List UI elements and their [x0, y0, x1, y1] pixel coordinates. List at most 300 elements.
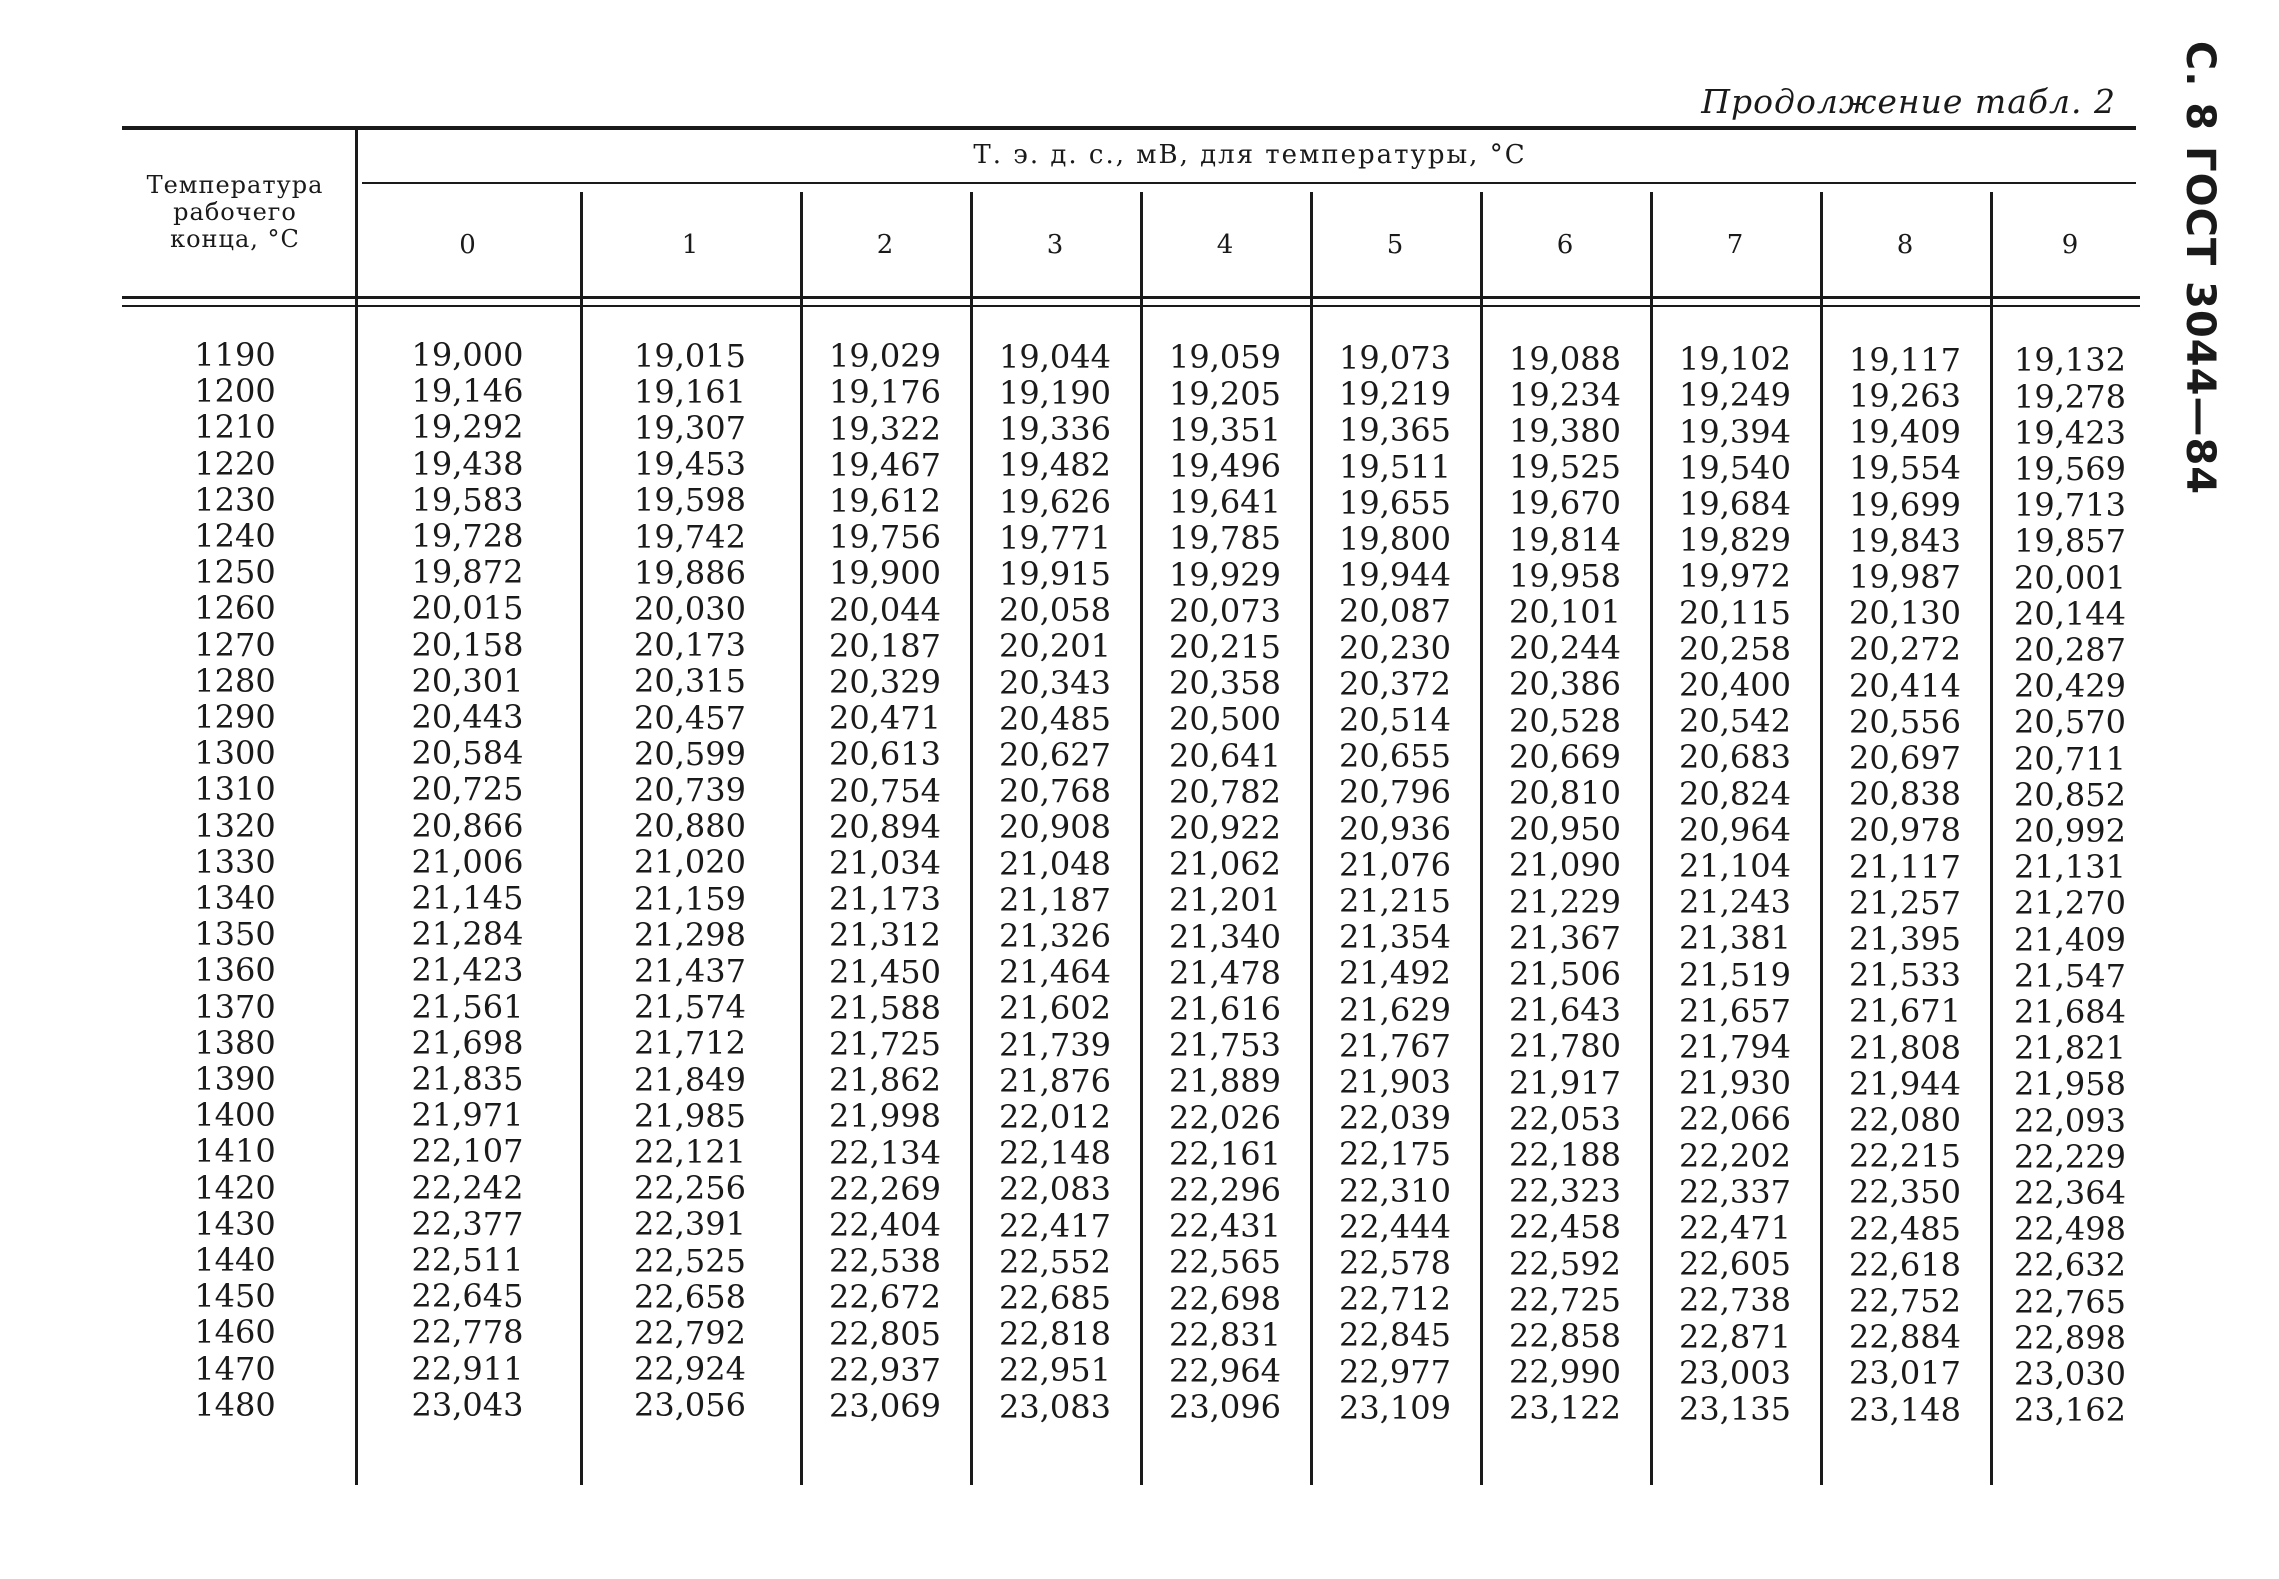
- temperature-cell: 1430: [194, 1204, 276, 1243]
- emf-cell: 19,972: [1679, 557, 1791, 596]
- emf-cell: 23,030: [2014, 1355, 2126, 1393]
- temperature-cell: 1280: [194, 661, 276, 700]
- emf-cell: 19,728: [411, 517, 524, 555]
- emf-cell: 21,464: [999, 953, 1111, 992]
- emf-cell: 20,244: [1509, 629, 1621, 668]
- column-header: 0: [459, 230, 476, 260]
- emf-cell: 22,175: [1339, 1135, 1451, 1174]
- emf-cell: 19,540: [1679, 448, 1791, 487]
- emf-cell: 19,073: [1339, 339, 1451, 377]
- emf-cell: 22,525: [634, 1241, 746, 1280]
- emf-cell: 21,998: [829, 1097, 941, 1136]
- emf-cell: 19,190: [999, 374, 1111, 412]
- emf-cell: 22,552: [999, 1242, 1111, 1281]
- emf-cell: 22,256: [634, 1169, 746, 1208]
- emf-cell: 22,964: [1169, 1352, 1281, 1390]
- temperature-cell: 1250: [194, 553, 276, 592]
- emf-cell: 20,471: [829, 699, 941, 738]
- emf-cell: 22,458: [1509, 1208, 1621, 1247]
- emf-cell: 19,872: [411, 553, 524, 592]
- emf-cell: 20,457: [634, 698, 746, 737]
- emf-cell: 22,229: [2014, 1137, 2126, 1176]
- emf-cell: 22,053: [1509, 1099, 1621, 1138]
- emf-cell: 21,298: [634, 915, 746, 954]
- continuation-label: Продолжение табл. 2: [1701, 82, 2116, 121]
- emf-cell: 21,340: [1169, 917, 1281, 956]
- emf-cell: 22,310: [1339, 1171, 1451, 1210]
- emf-cell: 19,670: [1509, 484, 1621, 523]
- emf-cell: 19,511: [1339, 447, 1451, 486]
- emf-cell: 22,658: [634, 1277, 746, 1316]
- emf-cell: 19,554: [1849, 449, 1961, 488]
- emf-cell: 19,900: [829, 554, 941, 593]
- emf-cell: 21,020: [634, 843, 746, 882]
- emf-cell: 19,161: [634, 372, 746, 411]
- emf-cell: 21,725: [829, 1025, 941, 1063]
- emf-cell: 21,849: [634, 1060, 746, 1099]
- emf-cell: 19,423: [2014, 413, 2126, 452]
- emf-cell: 20,087: [1339, 592, 1451, 631]
- emf-cell: 20,101: [1509, 593, 1621, 631]
- emf-cell: 19,322: [829, 409, 941, 448]
- emf-cell: 21,958: [2014, 1065, 2126, 1104]
- emf-cell: 20,343: [999, 663, 1111, 702]
- emf-cell: 19,886: [634, 553, 746, 592]
- emf-cell: 21,917: [1509, 1063, 1621, 1102]
- emf-cell: 20,215: [1169, 628, 1281, 666]
- emf-cell: 20,669: [1509, 737, 1621, 776]
- emf-cell: 22,242: [411, 1168, 524, 1207]
- emf-cell: 21,862: [829, 1061, 941, 1100]
- row-label-header: [120, 172, 350, 253]
- emf-cell: 19,958: [1509, 556, 1621, 595]
- temperature-cell: 1360: [194, 951, 276, 990]
- emf-cell: 21,145: [411, 879, 524, 917]
- column-header: 5: [1386, 230, 1404, 260]
- emf-cell: 19,756: [829, 518, 941, 557]
- emf-cell: 20,824: [1679, 774, 1791, 813]
- emf-cell: 20,201: [999, 627, 1111, 666]
- column-header: 6: [1556, 230, 1574, 260]
- emf-cell: 19,944: [1339, 556, 1451, 595]
- emf-cell: 19,829: [1679, 521, 1791, 560]
- temperature-cell: 1470: [194, 1349, 276, 1388]
- emf-cell: 19,365: [1339, 411, 1451, 450]
- emf-cell: 21,243: [1679, 883, 1791, 922]
- emf-cell: 22,858: [1509, 1317, 1621, 1355]
- emf-cell: 22,765: [2014, 1282, 2126, 1321]
- emf-cell: 22,884: [1849, 1318, 1961, 1357]
- emf-cell: 21,381: [1679, 919, 1791, 958]
- emf-cell: 20,894: [829, 807, 941, 846]
- emf-cell: 20,542: [1679, 702, 1791, 741]
- emf-cell: 21,034: [829, 844, 941, 882]
- emf-cell: 22,080: [1849, 1101, 1961, 1139]
- emf-cell: 20,001: [2014, 558, 2126, 597]
- emf-cell: 21,547: [2014, 956, 2126, 995]
- emf-cell: 21,492: [1339, 954, 1451, 993]
- emf-cell: 19,857: [2014, 522, 2126, 561]
- emf-cell: 22,107: [411, 1132, 524, 1171]
- emf-cell: 21,794: [1679, 1028, 1791, 1066]
- emf-cell: 21,450: [829, 952, 941, 991]
- emf-cell: 21,643: [1509, 991, 1621, 1030]
- emf-cell: 22,645: [411, 1277, 524, 1316]
- emf-cell: 21,698: [411, 1023, 524, 1062]
- emf-cell: 20,258: [1679, 629, 1791, 668]
- emf-cell: 20,556: [1849, 702, 1961, 741]
- emf-cell: 21,588: [829, 988, 941, 1027]
- emf-cell: 21,117: [1849, 847, 1961, 886]
- emf-cell: 20,528: [1509, 701, 1621, 740]
- emf-cell: 19,394: [1679, 412, 1791, 451]
- emf-cell: 19,583: [411, 480, 524, 519]
- column-header: 1: [681, 230, 699, 260]
- emf-cell: 21,684: [2014, 993, 2126, 1031]
- emf-cell: 21,821: [2014, 1029, 2126, 1068]
- emf-cell: 22,377: [411, 1204, 524, 1243]
- emf-cell: 22,605: [1679, 1245, 1791, 1284]
- column-header: 4: [1216, 230, 1234, 260]
- emf-cell: 19,641: [1169, 483, 1281, 522]
- header-bottom-rule-1: [122, 296, 2140, 299]
- side-title: [2170, 40, 2230, 496]
- temperature-cell: 1350: [194, 915, 276, 954]
- emf-cell: 20,500: [1169, 700, 1281, 739]
- emf-cell: 21,903: [1339, 1063, 1451, 1101]
- column-header: 9: [2061, 230, 2079, 260]
- emf-cell: 19,263: [1849, 377, 1961, 415]
- emf-cell: 21,048: [999, 844, 1111, 883]
- emf-cell: 21,104: [1679, 847, 1791, 885]
- emf-cell: 22,012: [999, 1098, 1111, 1136]
- emf-cell: 21,187: [999, 880, 1111, 919]
- emf-cell: 19,278: [2014, 377, 2126, 416]
- temperature-cell: 1370: [194, 987, 276, 1026]
- emf-cell: 19,598: [634, 481, 746, 520]
- emf-cell: 22,364: [2014, 1174, 2126, 1212]
- emf-cell: 19,000: [411, 336, 524, 374]
- row-label-line-2: рабочего: [173, 198, 297, 226]
- emf-cell: 20,329: [829, 663, 941, 701]
- emf-cell: 22,391: [634, 1205, 746, 1244]
- emf-cell: 19,117: [1849, 340, 1961, 379]
- emf-cell: 19,351: [1169, 410, 1281, 449]
- emf-cell: 19,044: [999, 337, 1111, 376]
- emf-cell: 20,058: [999, 591, 1111, 630]
- emf-cell: 20,782: [1169, 772, 1281, 811]
- temperature-cell: 1200: [194, 372, 276, 411]
- temperature-cell: 1390: [194, 1060, 276, 1098]
- emf-cell: 23,069: [829, 1387, 941, 1425]
- emf-cell: 21,367: [1509, 918, 1621, 957]
- emf-cell: 21,284: [411, 915, 524, 954]
- emf-cell: 20,158: [411, 625, 524, 664]
- emf-cell: 21,423: [411, 951, 524, 990]
- emf-cell: 19,684: [1679, 485, 1791, 523]
- emf-cell: 23,109: [1339, 1388, 1451, 1427]
- emf-cell: 21,312: [829, 916, 941, 955]
- emf-cell: 20,697: [1849, 739, 1961, 777]
- emf-cell: 20,796: [1339, 773, 1451, 812]
- emf-cell: 20,414: [1849, 666, 1961, 705]
- emf-cell: 20,936: [1339, 809, 1451, 848]
- emf-cell: 21,657: [1679, 991, 1791, 1030]
- emf-cell: 22,951: [999, 1351, 1111, 1390]
- header-bottom-rule-2: [122, 305, 2140, 307]
- emf-cell: 21,944: [1849, 1064, 1961, 1103]
- emf-cell: 19,176: [829, 373, 941, 412]
- emf-cell: 20,978: [1849, 811, 1961, 850]
- temperature-cell: 1480: [194, 1385, 276, 1424]
- emf-cell: 19,713: [2014, 486, 2126, 525]
- emf-cell: 19,482: [999, 446, 1111, 485]
- emf-cell: 20,584: [411, 734, 524, 773]
- temperature-cell: 1420: [194, 1168, 276, 1207]
- emf-cell: 23,083: [999, 1387, 1111, 1426]
- emf-cell: 21,767: [1339, 1026, 1451, 1065]
- emf-cell: 19,292: [411, 408, 524, 447]
- emf-cell: 20,922: [1169, 809, 1281, 847]
- emf-cell: 20,964: [1679, 810, 1791, 849]
- side-title-text: С. 8 ГОСТ 3044—84: [2177, 40, 2223, 496]
- emf-cell: 22,093: [2014, 1101, 2126, 1140]
- emf-cell: 22,404: [829, 1206, 941, 1244]
- emf-cell: 23,043: [411, 1385, 524, 1424]
- emf-cell: 20,443: [411, 698, 524, 736]
- emf-cell: 19,699: [1849, 485, 1961, 524]
- emf-cell: 21,889: [1169, 1062, 1281, 1101]
- emf-cell: 22,672: [829, 1278, 941, 1317]
- emf-cell: 22,977: [1339, 1352, 1451, 1391]
- emf-cell: 20,852: [2014, 775, 2126, 814]
- emf-cell: 22,712: [1339, 1280, 1451, 1319]
- emf-cell: 22,188: [1509, 1136, 1621, 1174]
- emf-cell: 20,272: [1849, 630, 1961, 669]
- emf-cell: 20,030: [634, 590, 746, 628]
- emf-cell: 21,506: [1509, 955, 1621, 993]
- emf-cell: 23,096: [1169, 1388, 1281, 1427]
- emf-cell: 21,215: [1339, 882, 1451, 920]
- emf-cell: 21,985: [634, 1096, 746, 1135]
- emf-cell: 20,711: [2014, 739, 2126, 778]
- emf-cell: 21,006: [411, 842, 524, 881]
- emf-cell: 20,130: [1849, 594, 1961, 633]
- emf-cell: 22,990: [1509, 1353, 1621, 1392]
- emf-span-header: Т. э. д. с., мВ, для температуры, °С: [973, 140, 1527, 170]
- emf-cell: 20,358: [1169, 664, 1281, 703]
- emf-cell: 22,161: [1169, 1134, 1281, 1173]
- emf-cell: 21,062: [1169, 845, 1281, 884]
- emf-cell: 20,599: [634, 734, 746, 773]
- temperature-cell: 1340: [194, 879, 276, 917]
- emf-cell: 20,287: [2014, 631, 2126, 669]
- emf-cell: 22,805: [829, 1314, 941, 1353]
- temperature-cell: 1190: [194, 336, 276, 374]
- emf-cell: 22,818: [999, 1315, 1111, 1354]
- emf-cell: 20,908: [999, 808, 1111, 847]
- emf-cell: 19,219: [1339, 375, 1451, 414]
- emf-cell: 20,485: [999, 699, 1111, 738]
- emf-cell: 21,808: [1849, 1028, 1961, 1067]
- emf-cell: 21,173: [829, 880, 941, 919]
- emf-cell: 21,326: [999, 917, 1111, 955]
- emf-cell: 19,015: [634, 336, 746, 375]
- emf-cell: 21,753: [1169, 1026, 1281, 1065]
- emf-cell: 22,039: [1339, 1099, 1451, 1138]
- emf-cell: 20,866: [411, 806, 524, 845]
- emf-cell: 20,144: [2014, 594, 2126, 633]
- emf-cell: 21,437: [634, 952, 746, 990]
- emf-cell: 22,831: [1169, 1315, 1281, 1354]
- emf-cell: 23,122: [1509, 1389, 1621, 1428]
- emf-cell: 22,898: [2014, 1318, 2126, 1357]
- emf-cell: 19,409: [1849, 413, 1961, 452]
- emf-cell: 20,514: [1339, 701, 1451, 739]
- emf-cell: 21,478: [1169, 953, 1281, 992]
- emf-cell: 22,323: [1509, 1172, 1621, 1211]
- span-underline-rule: [362, 182, 2136, 184]
- emf-cell: 22,296: [1169, 1171, 1281, 1209]
- emf-cell: 19,336: [999, 410, 1111, 449]
- temperature-cell: 1210: [194, 408, 276, 447]
- emf-cell: 22,618: [1849, 1245, 1961, 1284]
- emf-cell: 22,134: [829, 1133, 941, 1172]
- emf-cell: 22,924: [634, 1350, 746, 1389]
- row-label-line-1: Температура: [146, 171, 324, 199]
- emf-cell: 22,725: [1509, 1280, 1621, 1319]
- emf-cell: 23,162: [2014, 1391, 2126, 1430]
- emf-cell: 21,835: [411, 1060, 524, 1098]
- emf-cell: 22,911: [411, 1349, 524, 1388]
- temperature-cell: 1220: [194, 444, 276, 483]
- column-header: 2: [876, 230, 894, 260]
- emf-cell: 20,838: [1849, 775, 1961, 814]
- temperature-cell: 1410: [194, 1132, 276, 1171]
- emf-cell: 21,971: [411, 1096, 524, 1135]
- emf-cell: 22,845: [1339, 1316, 1451, 1355]
- emf-cell: 20,187: [829, 626, 941, 665]
- emf-cell: 19,987: [1849, 558, 1961, 596]
- emf-cell: 21,076: [1339, 845, 1451, 884]
- emf-cell: 22,538: [829, 1242, 941, 1281]
- emf-cell: 20,230: [1339, 628, 1451, 667]
- temperature-cell: 1310: [194, 770, 276, 809]
- emf-cell: 20,683: [1679, 738, 1791, 777]
- temperature-cell: 1440: [194, 1241, 276, 1279]
- emf-cell: 23,017: [1849, 1354, 1961, 1393]
- temperature-cell: 1230: [194, 480, 276, 519]
- emf-cell: 21,201: [1169, 881, 1281, 920]
- temperature-cell: 1400: [194, 1096, 276, 1135]
- column-header: 3: [1046, 230, 1064, 260]
- emf-cell: 22,778: [411, 1313, 524, 1352]
- emf-cell: 22,471: [1679, 1209, 1791, 1247]
- emf-cell: 19,655: [1339, 483, 1451, 522]
- temperature-cell: 1260: [194, 589, 276, 628]
- emf-cell: 20,641: [1169, 736, 1281, 775]
- emf-cell: 22,738: [1679, 1281, 1791, 1320]
- emf-cell: 21,354: [1339, 918, 1451, 957]
- emf-cell: 19,059: [1169, 338, 1281, 377]
- emf-cell: 19,569: [2014, 450, 2126, 488]
- emf-cell: 20,115: [1679, 593, 1791, 632]
- emf-cell: 19,742: [634, 517, 746, 556]
- column-header: 8: [1896, 230, 1914, 260]
- emf-cell: 21,629: [1339, 990, 1451, 1029]
- emf-cell: 22,215: [1849, 1137, 1961, 1176]
- emf-cell: 20,768: [999, 772, 1111, 811]
- emf-cell: 20,372: [1339, 664, 1451, 703]
- emf-cell: 19,234: [1509, 375, 1621, 414]
- emf-cell: 19,146: [411, 372, 524, 411]
- temperature-cell: 1240: [194, 517, 276, 555]
- emf-cell: 21,159: [634, 879, 746, 918]
- emf-cell: 22,066: [1679, 1100, 1791, 1139]
- emf-cell: 21,780: [1509, 1027, 1621, 1066]
- emf-cell: 22,269: [829, 1169, 941, 1208]
- emf-cell: 21,876: [999, 1061, 1111, 1100]
- emf-cell: 20,429: [2014, 667, 2126, 706]
- emf-cell: 22,578: [1339, 1244, 1451, 1282]
- emf-cell: 21,229: [1509, 882, 1621, 921]
- emf-cell: 20,315: [634, 662, 746, 701]
- emf-cell: 21,270: [2014, 884, 2126, 923]
- emf-cell: 19,307: [634, 409, 746, 447]
- emf-cell: 20,950: [1509, 810, 1621, 849]
- emf-cell: 19,029: [829, 337, 941, 376]
- emf-cell: 22,083: [999, 1170, 1111, 1209]
- emf-cell: 22,565: [1169, 1243, 1281, 1282]
- emf-cell: 22,498: [2014, 1210, 2126, 1249]
- emf-cell: 21,739: [999, 1025, 1111, 1064]
- emf-cell: 21,616: [1169, 990, 1281, 1028]
- top-rule: [122, 126, 2136, 130]
- emf-cell: 19,843: [1849, 521, 1961, 560]
- emf-cell: 22,592: [1509, 1244, 1621, 1283]
- emf-cell: 22,632: [2014, 1246, 2126, 1285]
- emf-cell: 22,871: [1679, 1317, 1791, 1356]
- emf-cell: 22,148: [999, 1134, 1111, 1173]
- emf-cell: 20,627: [999, 736, 1111, 774]
- temperature-cell: 1460: [194, 1313, 276, 1352]
- emf-cell: 22,350: [1849, 1173, 1961, 1212]
- emf-cell: 22,752: [1849, 1282, 1961, 1320]
- emf-cell: 19,088: [1509, 339, 1621, 378]
- emf-cell: 19,380: [1509, 412, 1621, 450]
- emf-cell: 23,148: [1849, 1390, 1961, 1429]
- emf-cell: 20,073: [1169, 591, 1281, 630]
- emf-cell: 21,131: [2014, 848, 2126, 887]
- emf-cell: 19,771: [999, 518, 1111, 557]
- emf-cell: 19,205: [1169, 374, 1281, 413]
- emf-cell: 21,090: [1509, 846, 1621, 885]
- temperature-cell: 1290: [194, 698, 276, 736]
- emf-cell: 22,431: [1169, 1207, 1281, 1246]
- emf-cell: 22,792: [634, 1314, 746, 1352]
- emf-cell: 22,417: [999, 1206, 1111, 1245]
- emf-cell: 22,685: [999, 1279, 1111, 1317]
- emf-cell: 19,249: [1679, 376, 1791, 415]
- emf-cell: 19,626: [999, 482, 1111, 521]
- emf-cell: 20,655: [1339, 737, 1451, 776]
- emf-cell: 21,409: [2014, 920, 2126, 959]
- temperature-cell: 1380: [194, 1023, 276, 1062]
- emf-cell: 20,570: [2014, 703, 2126, 742]
- temperature-cell: 1270: [194, 625, 276, 664]
- emf-cell: 19,467: [829, 445, 941, 484]
- column-header: 7: [1726, 230, 1744, 260]
